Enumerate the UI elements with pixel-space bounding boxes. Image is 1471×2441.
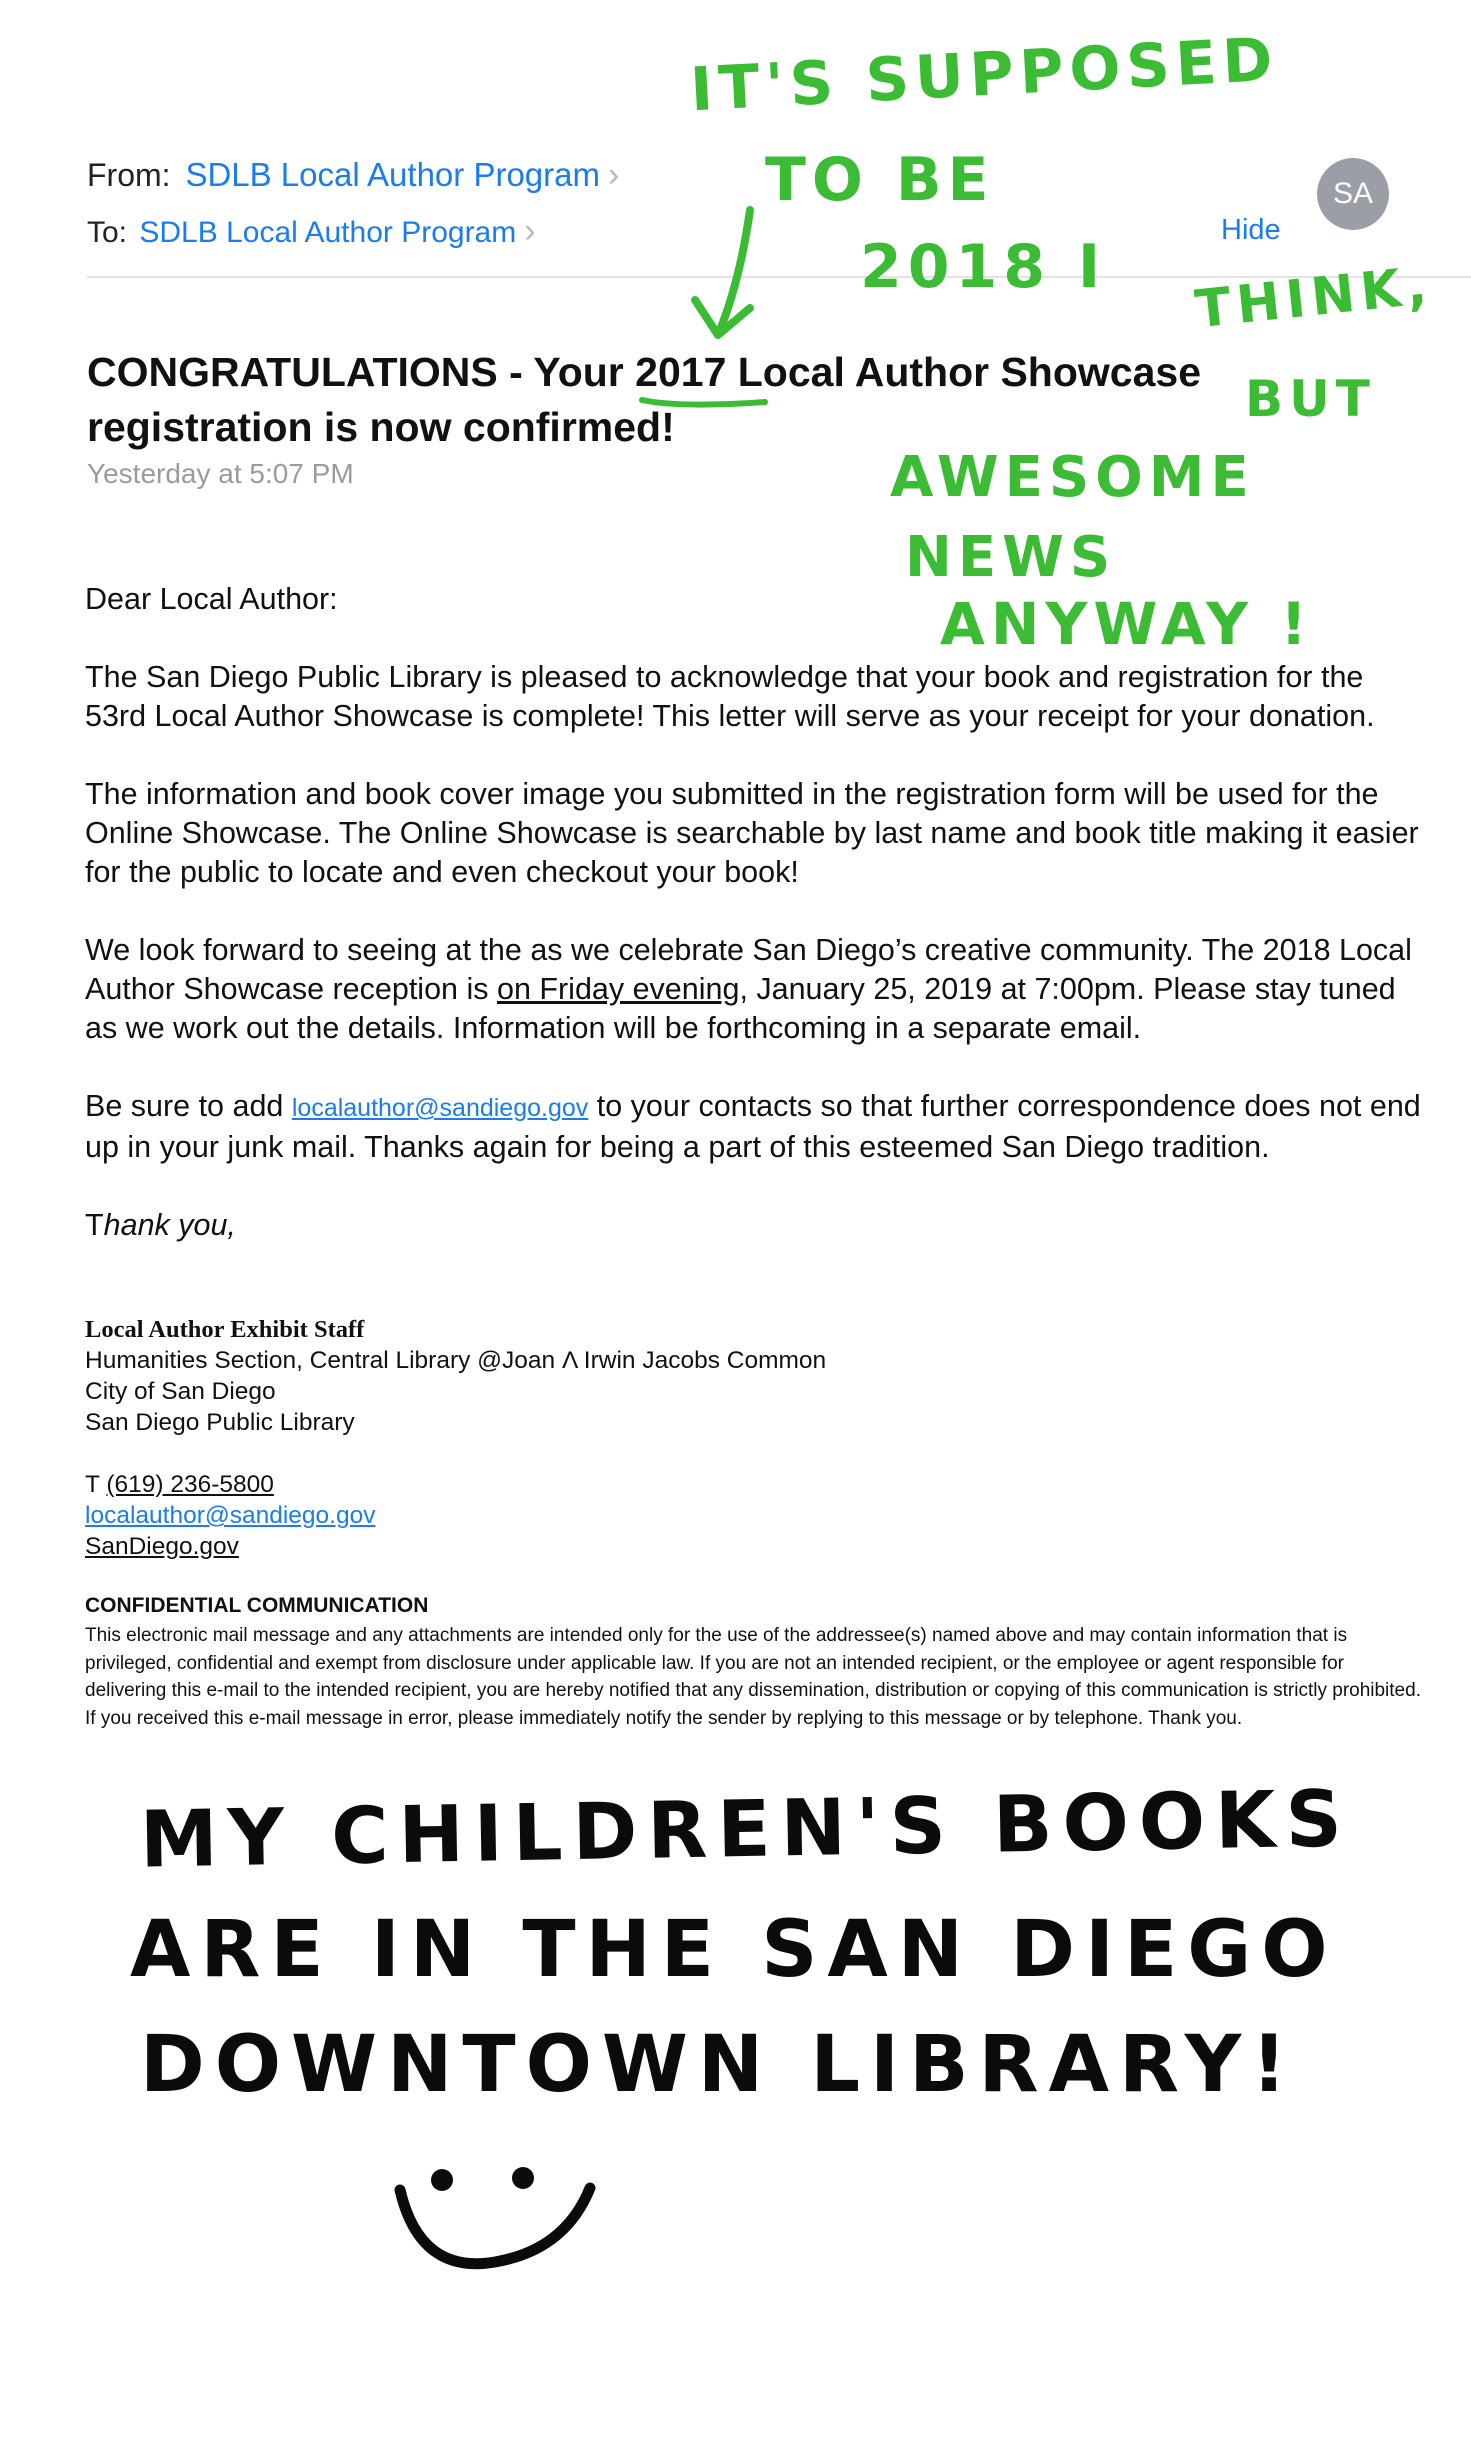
closing-rest: hank you,: [103, 1208, 236, 1242]
date-link[interactable]: on Friday evening: [496, 972, 740, 1006]
smiley-eye-left: [431, 2169, 453, 2191]
annotation-green-line-4: THINK,: [1192, 255, 1436, 341]
annotation-green-line-2: TO BE: [765, 145, 995, 215]
annotation-green-line-3: 2018 I: [860, 232, 1107, 302]
email-link[interactable]: localauthor@sandiego.gov: [291, 1094, 589, 1122]
closing-first-letter: T: [85, 1208, 104, 1242]
annotation-green-line-1: IT'S SUPPOSED: [688, 24, 1281, 126]
signature-site-link[interactable]: SanDiego.gov: [85, 1533, 239, 1560]
email-body: [85, 580, 1425, 1245]
to-recipient-link[interactable]: SDLB Local Author Program: [139, 216, 517, 249]
body-paragraph-3: [85, 931, 1425, 1048]
hide-button[interactable]: Hide: [1221, 214, 1281, 246]
signature-line-2: City of San Diego: [85, 1378, 276, 1405]
green-underline: [642, 400, 765, 405]
chevron-right-icon: ›: [607, 156, 620, 194]
confidential-title: CONFIDENTIAL COMMUNICATION: [85, 1594, 429, 1617]
annotation-green-line-6: AWESOME: [890, 445, 1255, 510]
subject-prefix: CONGRATULATIONS - Your: [87, 349, 636, 395]
closing: [85, 1206, 1425, 1245]
annotation-black-line-3: DOWNTOWN LIBRARY!: [140, 2020, 1297, 2110]
chevron-right-icon: ›: [524, 212, 536, 250]
annotation-green-strokes: [600, 190, 1440, 470]
subject-year: 2017: [635, 349, 727, 395]
body-paragraph-2: The information and book cover image you submitted in the registration form will be used for the Online Showcase. The Online Showcase is searchable by last name and book title making it easier for the public to locate and even checkout your book!: [85, 777, 1419, 889]
para3-text-b: , January 25, 2019 at 7:00pm. Please stay tuned as we work out the details. Information will be forthcoming in a separate email.: [85, 972, 1396, 1045]
signature-line-1: Humanities Section, Central Library @Joan Λ Irwin Jacobs Common: [85, 1347, 827, 1374]
signature-line-3: San Diego Public Library: [85, 1409, 355, 1436]
smiley-eye-right: [512, 2167, 534, 2189]
signature-email-link[interactable]: localauthor@sandiego.gov: [85, 1502, 376, 1529]
para3-text-a: We look forward to seeing at the as we celebrate San Diego’s creative community. The 2018 Local Author Showcase reception is: [85, 933, 1412, 1006]
body-paragraph-4: [85, 1087, 1425, 1167]
from-label: From:: [87, 157, 171, 193]
annotation-black-line-1: MY CHILDREN'S BOOKS: [139, 1774, 1353, 1886]
from-row: [87, 156, 619, 195]
smiley-face-icon: [380, 2150, 610, 2280]
para4-text-a: Be sure to add: [85, 1089, 292, 1123]
smiley-mouth: [400, 2188, 590, 2264]
phone-link[interactable]: (619) 236-5800: [106, 1471, 274, 1498]
avatar-initials: SA: [1332, 177, 1374, 210]
phone-prefix: T: [85, 1471, 107, 1498]
confidential-text: This electronic mail message and any attachments are intended only for the use of the addressee(s) named above and may contain information that is privileged, confidential and exempt from disclosure under applicable law. If you are not an intended recipient, or the employee or agent responsible for delivering this e-mail to the intended recipient, you are hereby notified that any dissemination, distribution or copying of this communication is strictly prohibited. If you received this e-mail message in error, please immediately notify the sender by replying to this message or by telephone. Thank you.: [85, 1625, 1421, 1729]
annotation-green-line-5: BUT: [1245, 370, 1376, 428]
to-label: To:: [87, 216, 128, 249]
signature-phone-row: [85, 1469, 826, 1500]
annotation-green-line-7: NEWS: [905, 525, 1117, 590]
greeting: Dear Local Author:: [85, 582, 338, 616]
annotation-green-line-8: ANYWAY !: [940, 590, 1313, 658]
to-row: [87, 212, 536, 251]
signature-name: Local Author Exhibit Staff: [85, 1316, 365, 1343]
annotation-black-line-2: ARE IN THE SAN DIEGO: [130, 1905, 1338, 1995]
subject-suffix: Local Author Showcase registration is now confirmed!: [87, 349, 1201, 450]
para4-text-b: to your contacts so that further correspondence does not end up in your junk mail. Thanks again for being a part of this esteemed San Diego tradition.: [85, 1089, 1421, 1164]
email-date: Yesterday at 5:07 PM: [87, 458, 354, 489]
signature: [85, 1314, 826, 1562]
body-paragraph-1: The San Diego Public Library is pleased to acknowledge that your book and registration for the 53rd Local Author Showcase is complete! This letter will serve as your receipt for your donation.: [85, 660, 1375, 733]
from-sender-link[interactable]: SDLB Local Author Program: [185, 156, 600, 193]
